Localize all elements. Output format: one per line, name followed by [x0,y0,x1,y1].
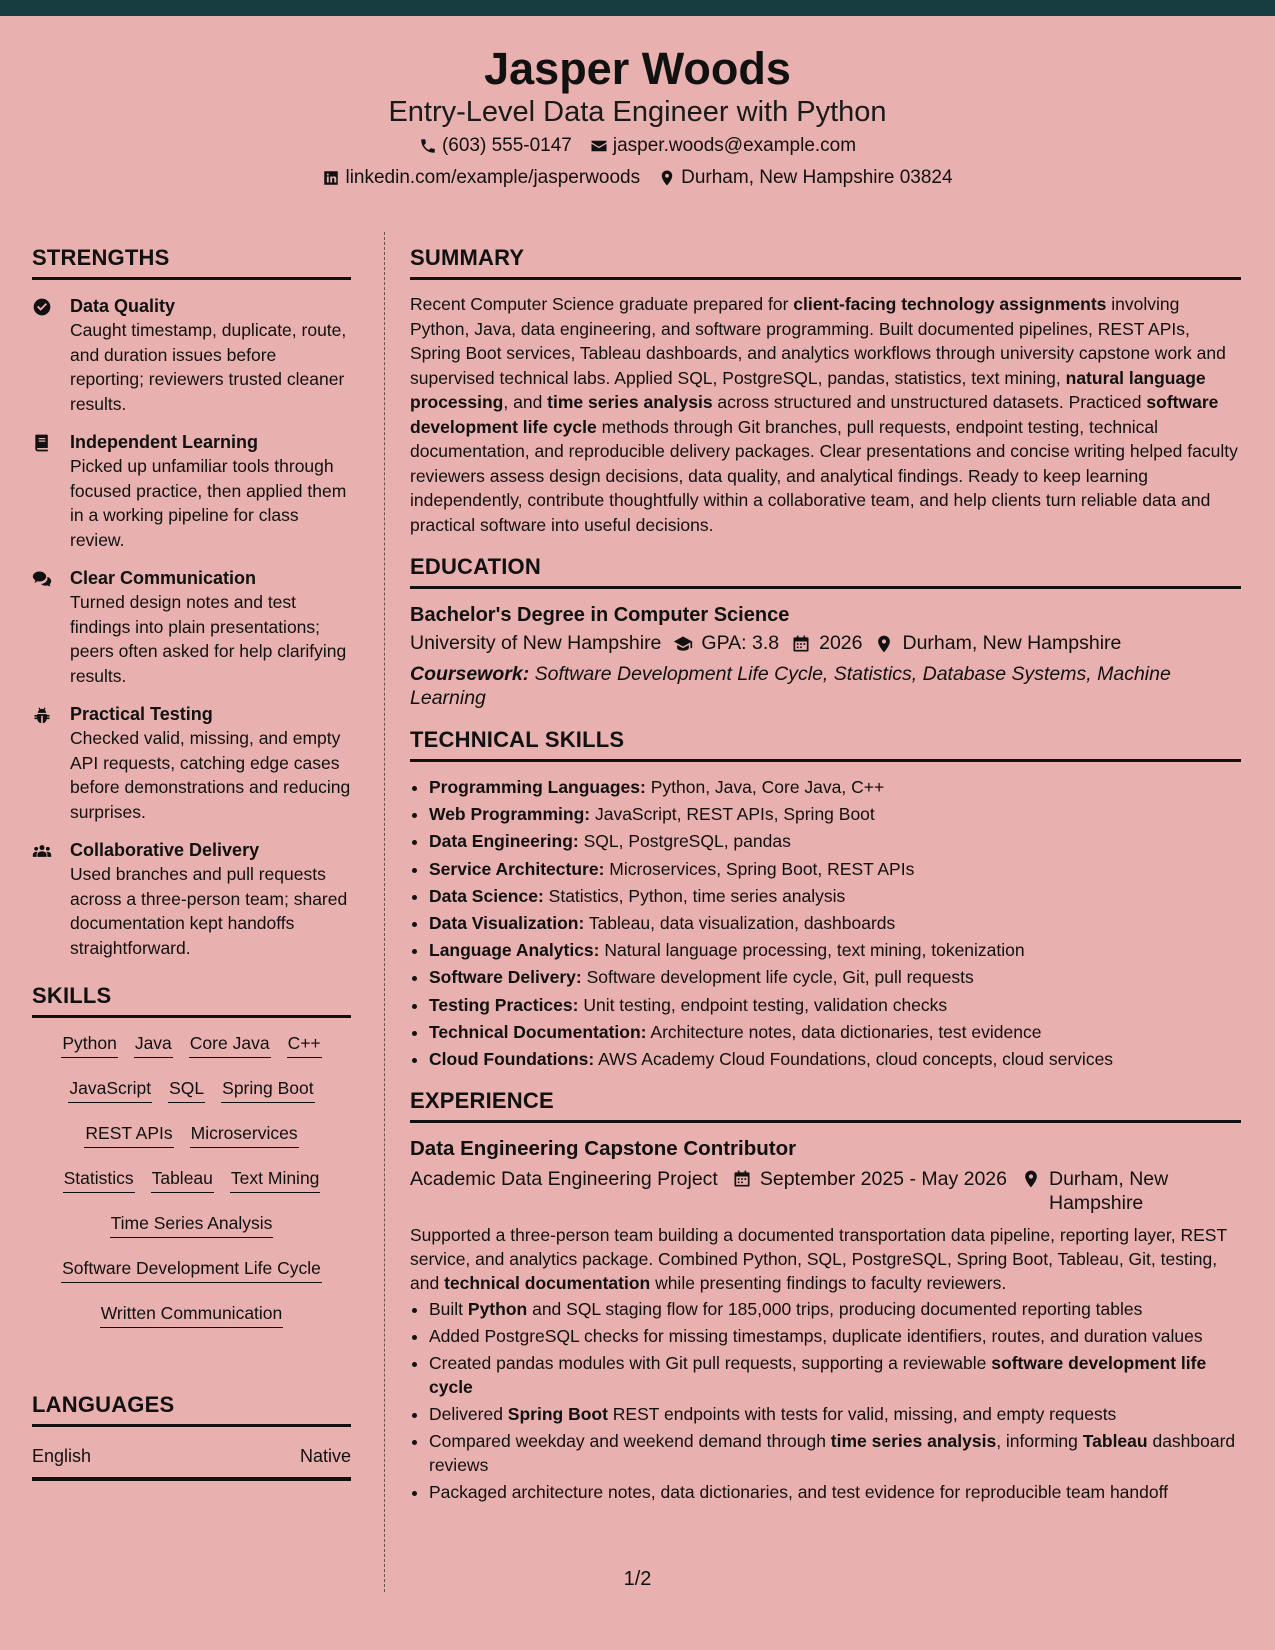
language-level: Native [299,1446,351,1466]
job-org: Academic Data Engineering Project [410,1168,718,1191]
gpa-text: GPA: 3.8 [701,632,780,654]
skill-tag: Tableau [151,1165,214,1193]
job-bullets [410,1297,1241,1504]
strength-item [32,838,351,960]
linkedin-text: linkedin.com/example/jasperwoods [345,166,641,188]
language-name: English [32,1446,92,1466]
summary-text [410,292,1241,537]
job-title: Data Engineering Capstone Contributor [410,1137,797,1161]
list-item: • Technical Documentation: Architecture notes, data dictionaries, test evidence [429,1019,1241,1046]
education-gpa [673,629,779,658]
job-meta [410,1167,1241,1215]
phone-text: (603) 555-0147 [441,134,572,156]
list-item: • Software Delivery: Software development life cycle, Git, pull requests [429,964,1241,991]
skill-tag: Java [134,1030,173,1058]
summary-heading: SUMMARY [410,244,1241,280]
summary-part-bold: natural language processing [410,367,1206,412]
strength-desc: Picked up unfamiliar tools through focused practice, then applied them in a working pipeline for class review. [70,456,347,550]
strength-title: Data Quality [70,296,176,316]
skill-tag: Statistics [63,1165,135,1193]
job-dates-text: September 2025 - May 2026 [759,1168,1007,1191]
summary-part-bold: time series analysis [547,392,713,412]
strength-title: Collaborative Delivery [70,840,260,860]
bug-icon [32,705,52,725]
right-column [410,244,1241,1507]
contact-line-1 [0,130,1275,162]
list-item: • Data Science: Statistics, Python, time series analysis [429,883,1241,910]
strengths-heading: STRENGTHS [32,244,351,280]
education-coursework [410,662,1241,710]
education-school: University of New Hampshire [410,632,662,654]
strength-desc: Used branches and pull requests across a three-person team; shared documentation kept handoffs straightforward. [70,864,348,958]
skill-tag: SQL [168,1075,205,1103]
calendar-icon [791,634,811,654]
strength-item [32,294,351,416]
summary-part: across structured and unstructured datasets. Practiced [712,392,1147,412]
skill-tag: Spring Boot [221,1075,314,1103]
location-text: Durham, New Hampshire 03824 [681,166,953,188]
graduation-cap-icon [673,634,693,654]
job-description: Supported a three-person team building a documented transportation data pipeline, reporting layer, REST service, and analytics package. Combined Python, SQL, PostgreSQL, Spring Boot, Tableau, Git, testing, and technical documentation while presenting findings to faculty reviewers. [410,1225,1227,1294]
skill-tag: Microservices [190,1120,299,1148]
year-text: 2026 [819,632,863,654]
list-item: • Delivered Spring Boot REST endpoints with tests for valid, missing, and empty requests [429,1402,1241,1426]
skill-tag: REST APIs [84,1120,173,1148]
coursework-label: Coursework: [410,663,530,685]
skill-tag: Python [61,1030,117,1058]
list-item: • Programming Languages: Python, Java, Core Java, C++ [429,774,1241,801]
contact-line-2 [0,162,1275,194]
list-item: • Language Analytics: Natural language processing, text mining, tokenization [429,937,1241,964]
skills-row [32,1030,351,1075]
experience-heading: EXPERIENCE [410,1087,1241,1123]
strength-title: Practical Testing [70,704,213,724]
strength-item [32,566,351,688]
list-item: • Web Programming: JavaScript, REST APIs, Spring Boot [429,801,1241,828]
job-location-text: Durham, New Hampshire [1049,1168,1169,1215]
skills-row [32,1210,351,1255]
education-heading: EDUCATION [410,553,1241,589]
coursework-text: Software Development Life Cycle, Statistics, Database Systems, Machine Learning [410,663,1171,709]
languages-heading: LANGUAGES [32,1391,351,1427]
book-icon [32,433,52,453]
email-text: jasper.woods@example.com [612,134,857,156]
skills-row [32,1300,351,1345]
summary-part-bold: client-facing technology assignments [793,294,1107,314]
list-item: • Created pandas modules with Git pull requests, supporting a reviewable software development life cycle [429,1351,1241,1399]
resume-header [0,16,1275,204]
skill-tag: Text Mining [230,1165,321,1193]
education-degree: Bachelor's Degree in Computer Science [410,604,790,626]
skills-row [32,1075,351,1120]
column-divider [384,232,385,1592]
list-item: • Service Architecture: Microservices, Spring Boot, REST APIs [429,856,1241,883]
strength-item [32,702,351,824]
skill-tag: Core Java [189,1030,271,1058]
list-item: • Data Engineering: SQL, PostgreSQL, pandas [429,828,1241,855]
map-marker-icon [658,169,676,187]
skills-row [32,1255,351,1300]
linkedin-icon [322,169,340,187]
list-item: • Testing Practices: Unit testing, endpoint testing, validation checks [429,992,1241,1019]
skill-tag: Software Development Life Cycle [61,1255,322,1283]
strength-desc: Checked valid, missing, and empty API requests, catching edge cases before demonstrations and reducing surprises. [70,728,351,822]
summary-part: methods through Git branches, pull requests, endpoint testing, technical documentation, and reproducible delivery packages. Clear presentations and concise writing helped faculty reviewers assess design decisions, data quality, and analytical findings. Ready to keep learning independently, contribute thoughtfully within a collaborative team, and help clients turn reliable data and practical software into useful decisions. [410,416,1238,535]
page-indicator: 1/2 [623,1568,652,1590]
skills-heading: SKILLS [32,982,351,1018]
strength-desc: Caught timestamp, duplicate, route, and duration issues before reporting; reviewers trusted cleaner results. [70,320,347,414]
summary-part-bold: software development life cycle [410,392,1219,437]
education-location [874,629,1121,658]
skill-tag: JavaScript [68,1075,152,1103]
job-location [1021,1167,1171,1215]
map-marker-icon [1021,1169,1041,1189]
summary-part: , and [503,392,548,412]
left-column [32,244,351,1481]
skills-row [32,1120,351,1165]
list-item: • Added PostgreSQL checks for missing timestamps, duplicate identifiers, routes, and duration values [429,1324,1241,1348]
job-dates [732,1167,1007,1215]
strength-title: Clear Communication [70,568,257,588]
list-item: • Packaged architecture notes, data dictionaries, and test evidence for reproducible team handoff [429,1480,1241,1504]
contact-location [658,162,952,194]
summary-part: Recent Computer Science graduate prepared for [410,294,794,314]
contact-email[interactable] [590,130,856,162]
comments-icon [32,569,52,589]
skills-row [32,1165,351,1210]
list-item: • Cloud Foundations: AWS Academy Cloud Foundations, cloud concepts, cloud services [429,1046,1241,1073]
skills-tags [32,1030,351,1345]
candidate-title: Entry-Level Data Engineer with Python [388,95,887,128]
strength-item [32,430,351,552]
skill-tag: Written Communication [100,1300,284,1328]
education-year [791,629,862,658]
technical-skills-list [410,774,1241,1073]
skill-tag: C++ [287,1030,322,1058]
phone-icon [419,137,437,155]
users-icon [32,841,52,861]
list-item: • Built Python and SQL staging flow for 185,000 trips, producing documented reporting tables [429,1297,1241,1321]
top-accent-bar [0,0,1275,16]
contact-phone [419,130,572,162]
education-meta [410,629,1241,658]
strength-desc: Turned design notes and test findings into plain presentations; peers often asked for help clarifying results. [70,592,347,686]
education-location-text: Durham, New Hampshire [902,632,1122,654]
calendar-icon [732,1169,752,1189]
language-row [32,1439,351,1481]
list-item: • Data Visualization: Tableau, data visualization, dashboards [429,910,1241,937]
map-marker-icon [874,634,894,654]
candidate-name: Jasper Woods [484,43,791,94]
contact-linkedin[interactable] [322,162,640,194]
technical-skills-heading: TECHNICAL SKILLS [410,726,1241,762]
strengths-list [32,294,351,960]
strength-title: Independent Learning [70,432,259,452]
check-circle-icon [32,297,52,317]
list-item: • Compared weekday and weekend demand through time series analysis, informing Tableau dashboard reviews [429,1429,1241,1477]
summary-part: involving Python, Java, data engineering, and software programming. Built documented pipelines, REST APIs, Spring Boot services, Tableau dashboards, and analytics workflows through university capstone work and supervised technical labs. Applied SQL, PostgreSQL, pandas, statistics, text mining, [410,294,1226,388]
skill-tag: Time Series Analysis [110,1210,274,1238]
envelope-icon [590,137,608,155]
